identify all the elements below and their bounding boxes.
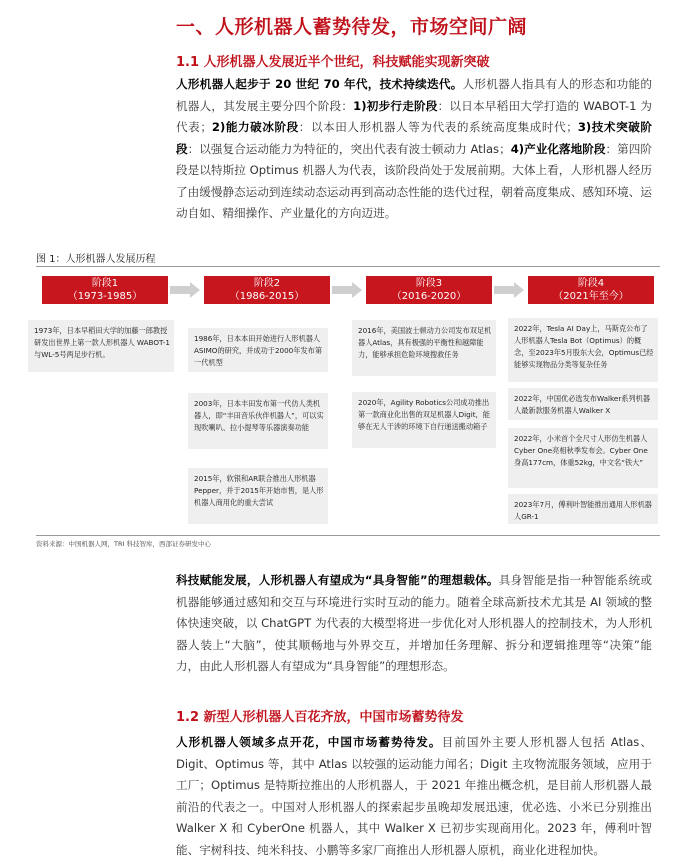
event-box-2003: 2003年，日本丰田发布第一代仿人类机器人，即“丰田音乐伙伴机器人”，可以实现吹喇叭、拉小提琴等乐器演奏功能 <box>188 393 328 449</box>
event-box-1986: 1986年，日本本田开始进行人形机器人ASIMO的研究，并成功于2000年发布第一代机型 <box>188 328 328 372</box>
subsection-title-1: 1.1 人形机器人发展近半个世纪，科技赋能实现新突破 <box>176 55 490 70</box>
event-box-2016: 2016年，美国波士顿动力公司发布双足机器人Atlas，具有极强的平衡性和越障能力，能够承担危险环境搜救任务 <box>352 320 496 376</box>
figure-title: 图 1：人形机器人发展历程 <box>36 254 156 265</box>
stage-3-period: （2016-2020） <box>391 291 467 302</box>
para1-text-5: ：第四阶段是以特斯拉 Optimus 机器人为代表，该阶段尚处于发展前期。大体上看，人形机器人经历了由缓慢静态运动到连续动态运动再到高动态性能的迭代过程，朝着高度集成、感知环境、运动自如、精细操作、产业量化的方向迈进。 <box>176 141 652 220</box>
para2-text: 具身智能是指一种智能系统或机器能够通过感知和交互与环境进行实时互动的能力。随着全球高新技术尤其是 AI 领域的整体快速突破，以 ChatGPT 为代表的大模型将进一步优化对人形机器人的控制技术，为人形机器人装上“大脑”，使其顺畅地与外界交互，并增加任务理解、拆分和逻辑推理等“决策”能力，由此人形机器人有望成为“具身智能”的理想形态。 <box>176 573 652 673</box>
para3-lead: 人形机器人领域多点开花，中国市场蓄势待发。 <box>176 735 442 749</box>
figure-top-rule <box>36 266 660 267</box>
paragraph-china-market <box>176 732 652 861</box>
para3-text: 目前国外主要人形机器人包括 Atlas、Digit、Optimus 等，其中 Atlas 以较强的运动能力闻名；Digit 主攻物流服务领域，应用于工厂；Optimus 是特斯拉推出的人形机器人，于 2021 年推出概念机，是目前人形机器人最前沿的代表之一。中国对人形机器人的探索起步虽晚却发展迅速，优必选、小米已分别推出 Walker X 和 CyberOne 机器人，其中 Walker X 已初步实现商用化。2023 年，傅利叶智能、宇树科技、纯米科技、小鹏等多家厂商推出人形机器人原机，商业化进程加快。 <box>176 735 652 857</box>
para2-lead: 科技赋能发展，人形机器人有望成为“具身智能”的理想载体。 <box>176 573 499 587</box>
subsection-title-2: 1.2 新型人形机器人百花齐放，中国市场蓄势待发 <box>176 710 464 725</box>
stage-2-period: （1986-2015） <box>229 291 305 302</box>
figure-bottom-rule <box>36 535 660 536</box>
stage3-label: 3)技术突破阶段 <box>176 120 652 156</box>
event-box-2022-cyberone: 2022年，小米首个全尺寸人形仿生机器人Cyber One亮相秋季发布会。Cyber One身高177cm，体重52kg，中文名“铁大” <box>508 428 658 488</box>
paragraph-development-history <box>176 74 652 225</box>
stage4-label: 4)产业化落地阶段 <box>510 141 606 156</box>
stage-3-name: 阶段3 <box>415 278 443 289</box>
stage-4-header <box>528 276 654 304</box>
event-box-2022-walker: 2022年，中国优必选发布Walker系列机器人最新款服务机器人Walker X <box>508 388 658 420</box>
stage1-label: 1)初步行走阶段 <box>353 98 438 113</box>
stage-1-name: 阶段1 <box>91 278 119 289</box>
stage-1-header <box>42 276 168 304</box>
event-box-2020: 2020年，Agility Robotics公司成功推出第一款商业化出售的双足机器人Digit，能够在无人干涉的环境下自行递送搬动箱子 <box>352 392 496 448</box>
stage2-label: 2)能力破冰阶段 <box>211 120 299 134</box>
event-box-1973: 1973年，日本早稻田大学的加藤一郎教授研发出世界上第一款人形机器人 WABOT-1与WL-5号两足步行机。 <box>28 320 174 372</box>
para1-lead: 人形机器人起步于 20 世纪 70 年代，技术持续迭代。 <box>176 77 463 91</box>
stage-2-header <box>204 276 330 304</box>
event-box-2023-gr1: 2023年7月，傅利叶智能推出通用人形机器人GR-1 <box>508 494 658 524</box>
para1-text-1: 人形机器人指具有人的形态和功能的机器人，其发展主要分四个阶段： <box>176 77 652 113</box>
timeline-arrow-icon <box>332 282 362 298</box>
section-title: 一、人形机器人蓄势待发，市场空间广阔 <box>176 16 528 38</box>
timeline-arrow-icon <box>494 282 524 298</box>
event-box-2022-tesla: 2022年，Tesla AI Day上，马斯克公布了人形机器人Tesla Bot（Optimus）的概念，至2023年5月股东大会，Optimus已经能够实现物品分类等复杂任务 <box>508 318 658 382</box>
stage-2-name: 阶段2 <box>253 278 281 289</box>
figure-source: 资料来源：中国机器人网，TRI 科技智库，西部证券研发中心 <box>36 540 211 548</box>
para1-text-2: ：以日本早稻田大学打造的 WABOT-1 为代表； <box>176 98 652 134</box>
para1-text-4: ：以强复合运动能力为特征的，突出代表有波士顿动力 Atlas； <box>187 141 511 156</box>
timeline-arrow-icon <box>170 282 200 298</box>
stage-4-name: 阶段4 <box>577 278 605 289</box>
paragraph-embodied-intelligence <box>176 570 652 678</box>
event-box-2015: 2015年，软银和AR联合推出人形机器Pepper，并于2015年开始市售，是人形机器人商用化的重大尝试 <box>188 468 328 524</box>
stage-4-period: （2021年至今） <box>553 291 629 302</box>
stage-3-header <box>366 276 492 304</box>
stage-1-period: （1973-1985） <box>67 291 143 302</box>
para1-text-3: ：以本田人形机器人等为代表的系统高度集成时代； <box>298 120 578 134</box>
